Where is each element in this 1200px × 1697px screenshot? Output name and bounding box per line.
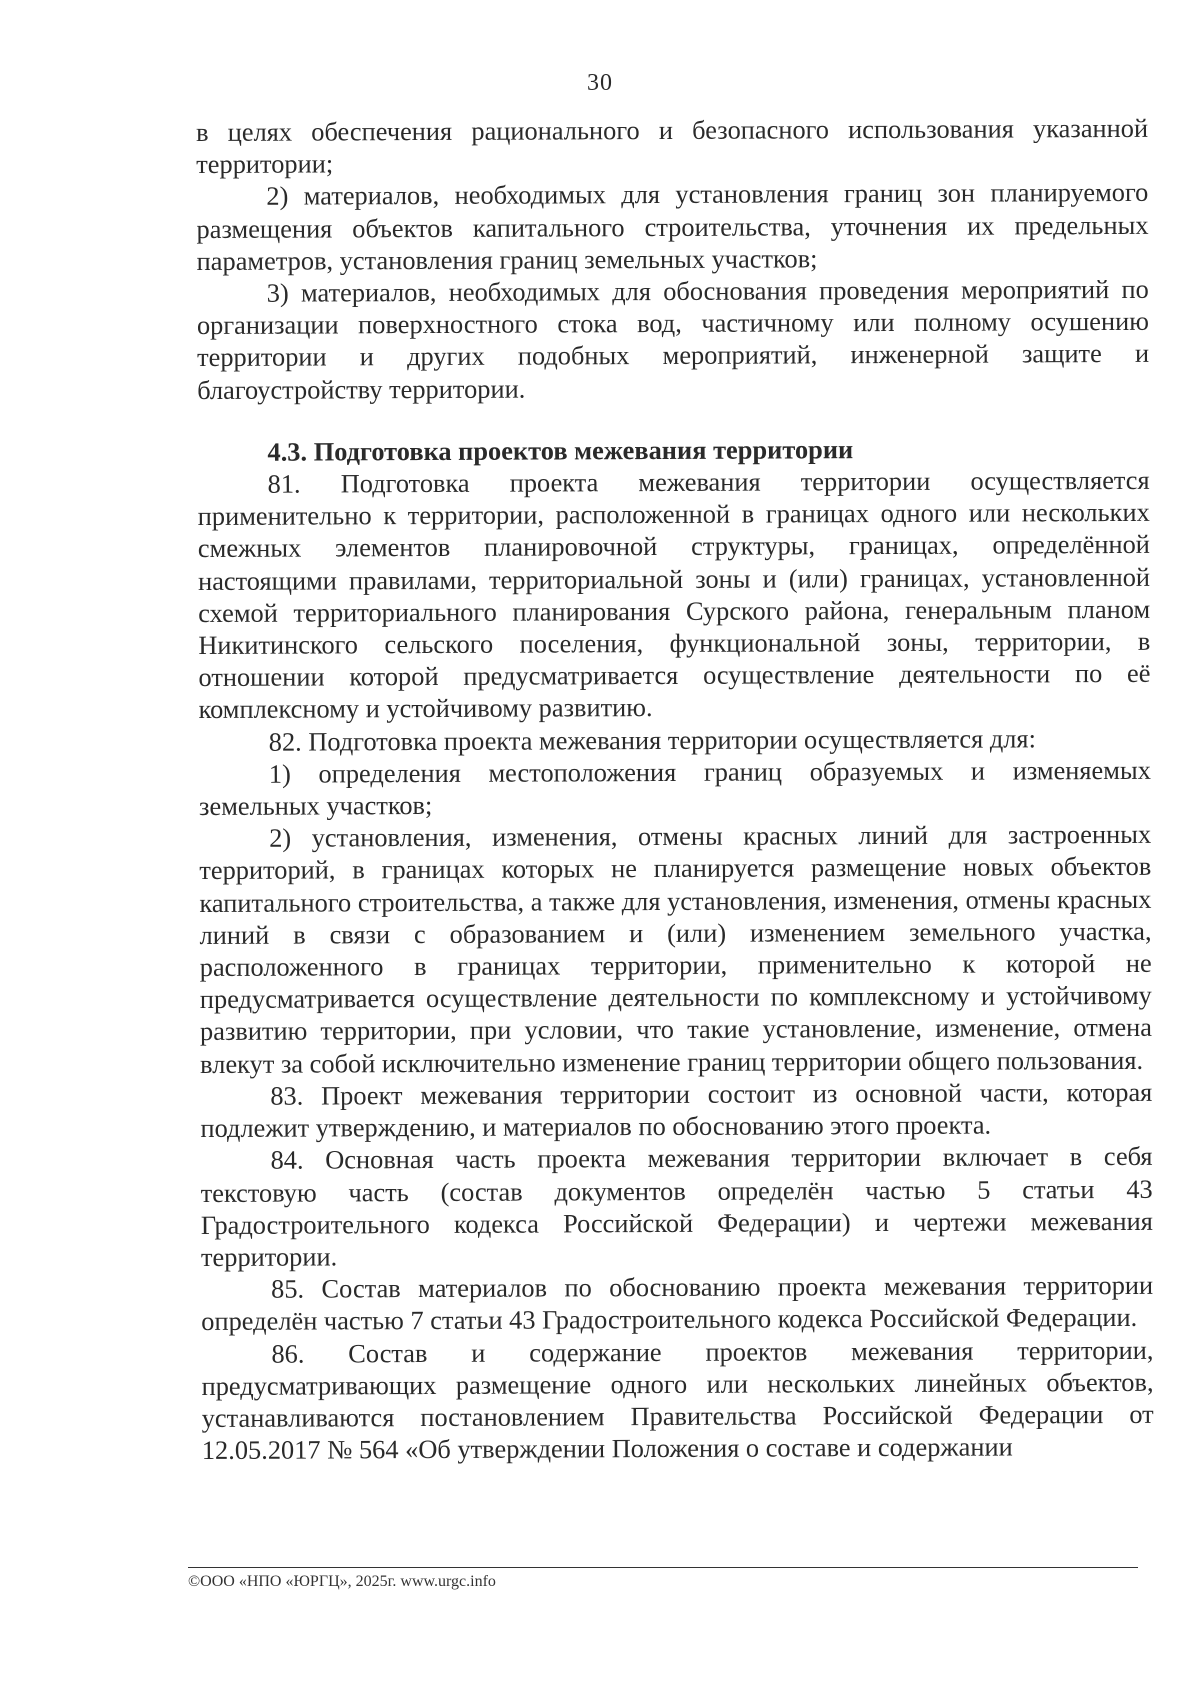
section-heading: 4.3. Подготовка проектов межевания территории [267,433,854,467]
paragraph-81: 81. Подготовка проекта межевания территории осуществляется применительно к территории, расположенной в границах одного или нескольких смежных элементов планировочной структуры, границах, определённой настоящими правилами, территориальной зоны и (или) границах, установленной схемой территориального планирования Сурского района, генеральным планом Никитинского сельского поселения, функциональной зоны, территории, в отношении которой предусматривается осуществление деятельности по её комплексному и устойчивому развитию. [197,464,1151,725]
paragraph-82-item-1: 1) определения местоположения границ образуемых и изменяемых земельных участков; [198,754,1151,822]
paragraph-82: 82. Подготовка проекта межевания территории осуществляется для: [268,722,1036,757]
footer-copyright: ©ООО «НПО «ЮРГЦ», 2025г. www.urgc.info [188,1573,496,1590]
paragraph-item-3: 3) материалов, необходимых для обоснования проведения мероприятий по организации поверхностного стока вод, частичному или полному осушению территории и других подобных мероприятий, инженерной защите и благоустройству территории. [196,273,1150,405]
paragraph-84: 84. Основная часть проекта межевания территории включает в себя текстовую часть (состав документов определён частью 5 статьи 43 Градостроительного кодекса Российской Федерации) и чертежи межевания территории. [200,1141,1153,1272]
footer-divider [188,1567,1138,1568]
paragraph-item-2: 2) материалов, необходимых для установления границ зон планируемого размещения объектов капитального строительства, уточнения их предельных параметров, установления границ земельных участков; [196,177,1149,276]
document-body [196,112,1154,1466]
page-number: 30 [587,70,613,96]
paragraph-83: 83. Проект межевания территории состоит из основной части, которая подлежит утверждению, и материалов по обоснованию этого проекта. [200,1076,1153,1144]
paragraph-continuation: в целях обеспечения рационального и безопасного использования указанной территории; [196,112,1149,180]
paragraph-82-item-2: 2) установления, изменения, отмены красных линий для застроенных территорий, в границах которых не планируется размещение новых объектов капитального строительства, а также для установления, изменения, отмены красных линий в связи с образованием и (или) изменением земельного участка, расположенного в границах территории, применительно к которой не предусматривается осуществление деятельности по комплексному и устойчивому развитию территории, при условии, что такие установление, изменение, отмена влекут за собой исключительно изменение границ территории общего пользования. [199,819,1153,1079]
paragraph-86: 86. Состав и содержание проектов межевания территории, предусматривающих размещение одного или нескольких линейных объектов, устанавливаются постановлением Правительства Российской Федерации от 12.05.2017 № 564 «Об утверждении Положения о составе и содержании [201,1334,1154,1466]
paragraph-85: 85. Состав материалов по обоснованию проекта межевания территории определён частью 7 статьи 43 Градостроительного кодекса Российской Федерации. [201,1269,1154,1337]
